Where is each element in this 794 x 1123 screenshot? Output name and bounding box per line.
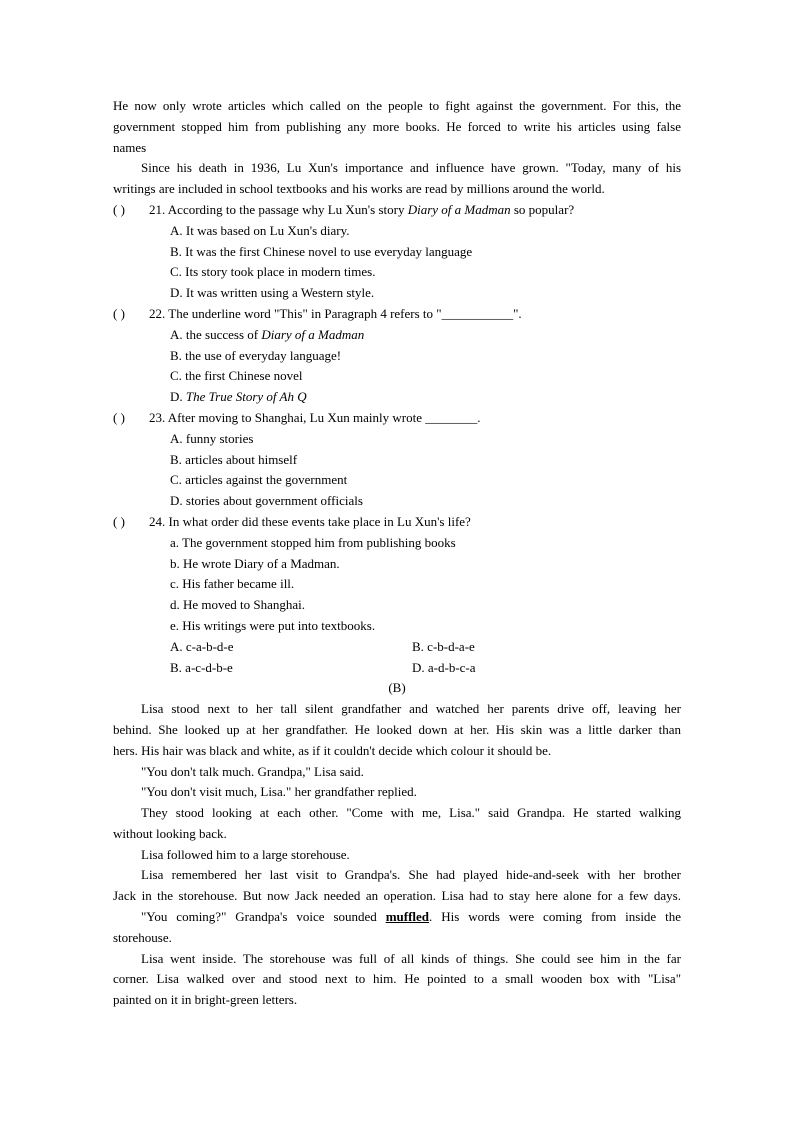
option <box>113 387 681 408</box>
question-23 <box>113 408 681 429</box>
event-item: e. His writings were put into textbooks. <box>170 617 376 633</box>
option: B. a-c-d-b-e <box>170 659 233 675</box>
event-item: b. He wrote Diary of a Madman. <box>170 555 340 571</box>
option <box>113 325 681 346</box>
passage-b-line: painted on it in bright-green letters. <box>113 992 298 1008</box>
question-stem: 22. The underline word "This" in Paragraph 4 refers to " <box>149 305 442 321</box>
passage-b-line: hers. His hair was black and white, as if it couldn't decide which colour it should be. <box>113 742 552 758</box>
passage-b-line: "You don't talk much. Grandpa," Lisa said. <box>141 763 364 779</box>
passage-b-line: "You don't visit much, Lisa." her grandfather replied. <box>141 784 417 800</box>
passage-b-line: Lisa went inside. The storehouse was full of all kinds of things. She could see him in the far <box>141 950 681 966</box>
option: A. It was based on Lu Xun's diary. <box>170 222 350 238</box>
question-stem-italic: Diary of a Madman <box>407 201 511 217</box>
passage-b-line <box>113 907 681 928</box>
option: D. It was written using a Western style. <box>170 285 375 301</box>
event-item: d. He moved to Shanghai. <box>170 597 306 613</box>
question-stem-end: so popular? <box>510 201 575 217</box>
answer-blank[interactable]: ( ) <box>113 409 125 425</box>
question-21 <box>113 200 681 221</box>
underlined-word: muffled <box>385 909 430 925</box>
question-stem: 23. After moving to Shanghai, Lu Xun mainly wrote <box>149 409 426 425</box>
fill-blank: ___________ <box>441 305 514 321</box>
passage-b-line: Lisa stood next to her tall silent grandfather and watched her parents drive off, leaving her <box>141 701 681 717</box>
option-text: D. <box>170 389 186 405</box>
question-24 <box>113 512 681 533</box>
option: B. the use of everyday language! <box>170 347 342 363</box>
passage-b-line: Lisa followed him to a large storehouse. <box>141 846 350 862</box>
answer-blank[interactable]: ( ) <box>113 201 125 217</box>
option: B. It was the first Chinese novel to use everyday language <box>170 243 473 259</box>
passage-a-line: Since his death in 1936, Lu Xun's importance and influence have grown. "Today, many of his <box>141 160 681 176</box>
option: B. c-b-d-a-e <box>412 638 475 654</box>
passage-text: . His words were coming from inside the <box>429 909 681 925</box>
option: B. articles about himself <box>170 451 298 467</box>
option: C. articles against the government <box>170 472 348 488</box>
option-italic: The True Story of Ah Q <box>185 389 307 405</box>
passage-a-line: He now only wrote articles which called on the people to fight against the government. For this, the <box>113 98 681 113</box>
option: C. Its story took place in modern times. <box>170 264 376 280</box>
choice-row <box>113 637 681 658</box>
passage-b-line: corner. Lisa walked over and stood next to him. He pointed to a small wooden box with "Lisa" <box>113 971 681 987</box>
option: A. c-a-b-d-e <box>170 638 234 654</box>
event-item: a. The government stopped him from publishing books <box>170 534 456 550</box>
passage-b-line: behind. She looked up at her grandfather. He looked down at her. His skin was a little darker than <box>113 721 681 737</box>
passage-b-line: Jack in the storehouse. But now Jack needed an operation. Lisa had to stay here alone for a few days. <box>113 888 681 904</box>
document-page <box>113 96 681 1011</box>
event-item: c. His father became ill. <box>170 576 295 592</box>
passage-a-line: writings are included in school textbooks and his works are read by millions around the world. <box>113 181 605 197</box>
option: D. stories about government officials <box>170 493 363 509</box>
passage-b-line: storehouse. <box>113 929 172 945</box>
question-22 <box>113 304 681 325</box>
passage-a-line: names <box>113 139 147 155</box>
passage-b-line: Lisa remembered her last visit to Grandpa's. She had played hide-and-seek with her brother <box>141 867 681 883</box>
passage-text: "You coming?" Grandpa's voice sounded <box>141 909 377 925</box>
question-stem: 21. According to the passage why Lu Xun's story <box>149 201 408 217</box>
option: A. funny stories <box>170 430 254 446</box>
option: C. the first Chinese novel <box>170 368 303 384</box>
question-stem: 24. In what order did these events take place in Lu Xun's life? <box>149 513 471 529</box>
answer-blank[interactable]: ( ) <box>113 513 125 529</box>
option-italic: Diary of a Madman <box>261 326 365 342</box>
answer-blank[interactable]: ( ) <box>113 305 125 321</box>
passage-b-line: without looking back. <box>113 825 227 841</box>
passage-b-line: They stood looking at each other. "Come with me, Lisa." said Grandpa. He started walking <box>141 805 681 821</box>
option-text: A. the success of <box>170 326 262 342</box>
question-stem-end: . <box>477 409 481 425</box>
question-stem-end: ". <box>513 305 522 321</box>
option: D. a-d-b-c-a <box>412 659 476 675</box>
passage-a-line: government stopped him from publishing any more books. He forced to write his articles using false <box>113 118 681 134</box>
section-heading: (B) <box>388 680 406 696</box>
choice-row <box>113 658 681 679</box>
fill-blank: ________ <box>425 409 478 425</box>
